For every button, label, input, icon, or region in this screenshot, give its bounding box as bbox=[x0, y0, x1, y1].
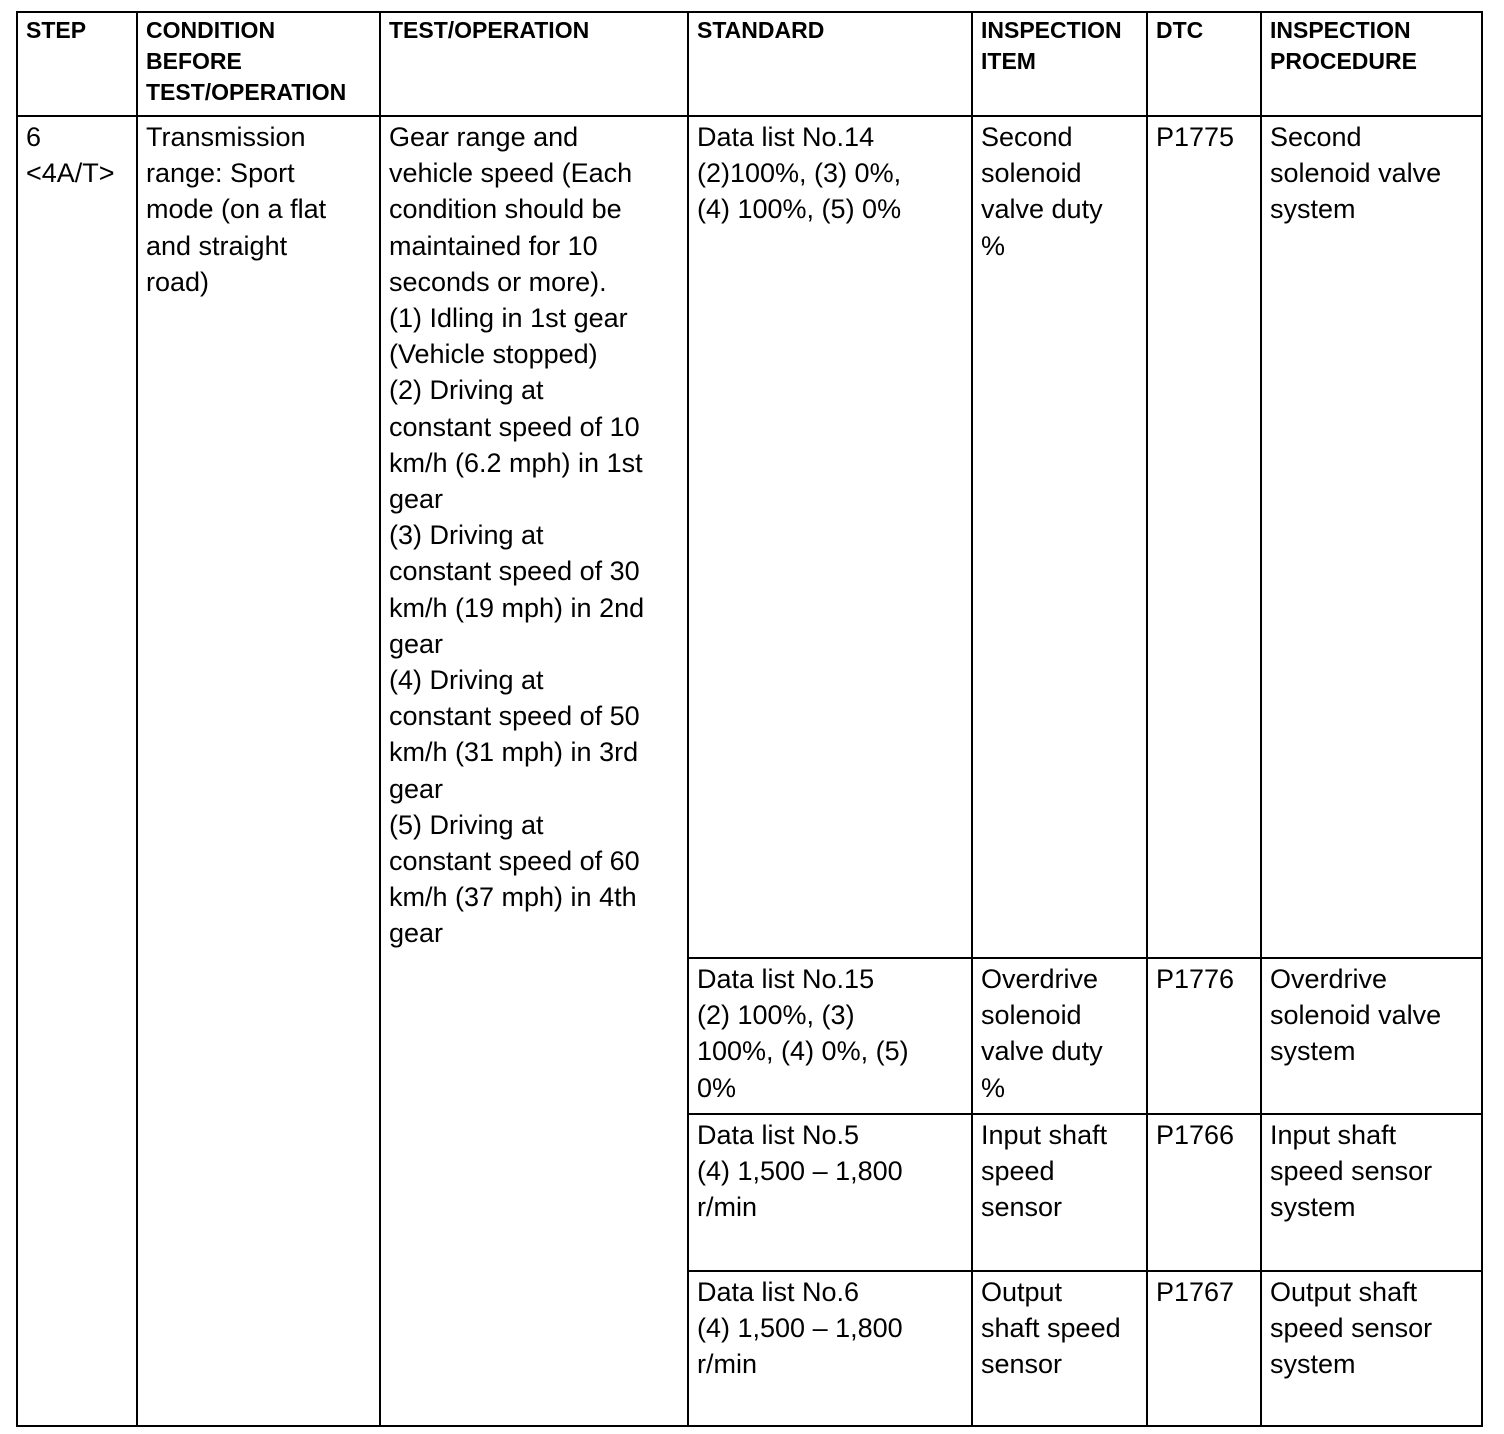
inspection-item-cell: Input shaft speed sensor bbox=[972, 1114, 1147, 1271]
dtc-cell: P1776 bbox=[1147, 958, 1261, 1114]
test-operation-cell: Gear range and vehicle speed (Each condition should be maintained for 10 seconds or more). (1) Idling in 1st gear (Vehicle stopped) (2) Driving at constant speed of 10 km/h (6.2 mph) in 1st gear (3) Driving at constant speed of 30 km/h (19 mph) in 2nd gear (4) Driving at constant speed of 50 km/h (31 mph) in 3rd gear (5) Driving at constant speed of 60 km/h (37 mph) in 4th gear bbox=[380, 116, 688, 1426]
header-condition: CONDITION BEFORE TEST/OPERATION bbox=[137, 12, 380, 116]
inspection-procedure-cell: Output shaft speed sensor system bbox=[1261, 1271, 1482, 1426]
header-dtc: DTC bbox=[1147, 12, 1261, 116]
inspection-table bbox=[16, 11, 1483, 1427]
dtc-cell: P1775 bbox=[1147, 116, 1261, 958]
standard-cell: Data list No.6 (4) 1,500 – 1,800 r/min bbox=[688, 1271, 972, 1426]
dtc-cell: P1766 bbox=[1147, 1114, 1261, 1271]
inspection-item-cell: Overdrive solenoid valve duty % bbox=[972, 958, 1147, 1114]
header-step: STEP bbox=[17, 12, 137, 116]
header-inspection-procedure: INSPECTION PROCEDURE bbox=[1261, 12, 1482, 116]
standard-cell: Data list No.5 (4) 1,500 – 1,800 r/min bbox=[688, 1114, 972, 1271]
inspection-item-cell: Second solenoid valve duty % bbox=[972, 116, 1147, 958]
table-row bbox=[17, 116, 1482, 958]
condition-cell: Transmission range: Sport mode (on a flat and straight road) bbox=[137, 116, 380, 1426]
inspection-procedure-cell: Second solenoid valve system bbox=[1261, 116, 1482, 958]
dtc-cell: P1767 bbox=[1147, 1271, 1261, 1426]
header-inspection-item: INSPECTION ITEM bbox=[972, 12, 1147, 116]
header-row bbox=[17, 12, 1482, 116]
inspection-item-cell: Output shaft speed sensor bbox=[972, 1271, 1147, 1426]
step-cell: 6 <4A/T> bbox=[17, 116, 137, 1426]
inspection-procedure-cell: Input shaft speed sensor system bbox=[1261, 1114, 1482, 1271]
standard-cell: Data list No.14 (2)100%, (3) 0%, (4) 100%, (5) 0% bbox=[688, 116, 972, 958]
header-test-operation: TEST/OPERATION bbox=[380, 12, 688, 116]
standard-cell: Data list No.15 (2) 100%, (3) 100%, (4) 0%, (5) 0% bbox=[688, 958, 972, 1114]
header-standard: STANDARD bbox=[688, 12, 972, 116]
inspection-procedure-cell: Overdrive solenoid valve system bbox=[1261, 958, 1482, 1114]
